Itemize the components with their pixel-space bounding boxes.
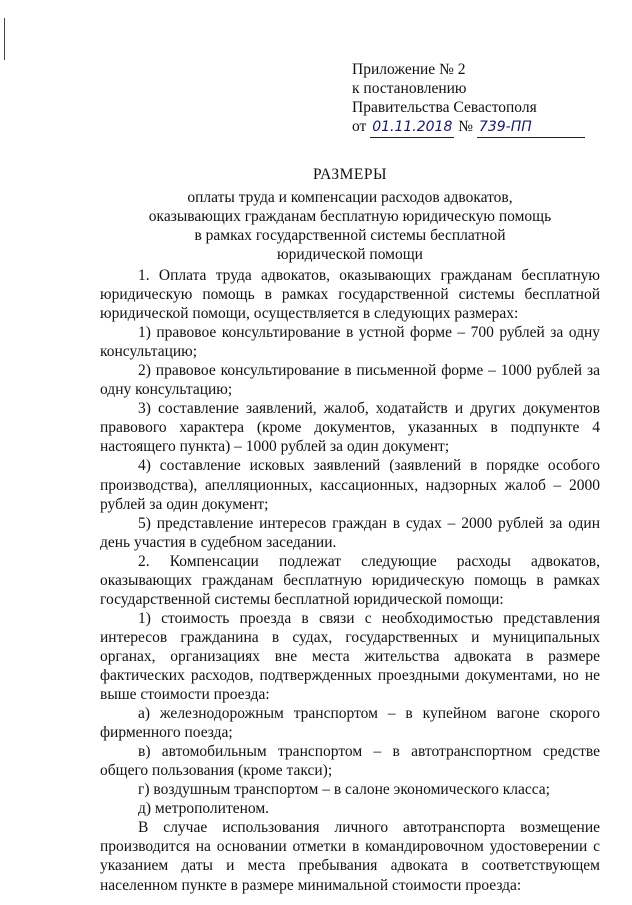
date-prefix: от	[352, 118, 367, 135]
paragraph-2-1-v: в) автомобильным транспортом – в автотранспортном средстве общего пользования (кроме такси);	[100, 743, 600, 780]
title-line-4: юридической помощи	[277, 246, 423, 263]
appendix-header	[352, 60, 585, 138]
paragraph-1: 1. Оплата труда адвокатов, оказывающих гражданам бесплатную юридическую помощь в рамках государственной системы бесплатной юридической помощи, осуществляется в следующих размерах:	[100, 267, 600, 323]
paragraph-2-1: 1) стоимость проезда в связи с необходимостью представления интересов гражданина в судах, государственных и муниципальных органах, организациях вне места жительства адвоката в размере фактических расходов, подтвержденных проездными документами, но не выше стоимости проезда:	[100, 609, 600, 704]
paragraph-personal-transport: В случае использования личного автотранспорта возмещение производится на основании отметки в командировочном удостоверении с указанием даты и места пребывания адвоката в соответствующем населенном пункте в размере минимальной стоимости проезда:	[100, 819, 600, 894]
paragraph-1-4: 4) составление исковых заявлений (заявлений в порядке особого производства), апелляционных, кассационных, надзорных жалоб – 2000 рублей за один документ;	[100, 457, 600, 513]
handwritten-number: 739-ПП	[477, 118, 585, 138]
number-prefix: №	[458, 118, 474, 135]
scan-edge-mark	[4, 18, 5, 60]
paragraph-1-2: 2) правовое консультирование в письменной форме – 1000 рублей за одну консультацию;	[100, 362, 600, 399]
document-body	[100, 266, 600, 895]
paragraph-2-1-a: а) железнодорожным транспортом – в купейном вагоне скорого фирменного поезда;	[100, 705, 600, 742]
paragraph-1-3: 3) составление заявлений, жалоб, ходатайств и других документов правового характера (кроме документов, указанных в подпункте 4 настоящего пункта) – 1000 рублей за один документ;	[100, 400, 600, 456]
paragraph-2-1-g: г) воздушным транспортом – в салоне экономического класса;	[138, 781, 550, 799]
title-line-2: оказывающих гражданам бесплатную юридическую помощь	[148, 208, 552, 225]
paragraph-2: 2. Компенсации подлежат следующие расходы адвокатов, оказывающих гражданам бесплатную юридическую помощь в рамках государственной системы бесплатной юридической помощи:	[100, 552, 600, 608]
document-title	[100, 165, 600, 264]
appendix-authority: Правительства Севастополя	[352, 99, 537, 116]
handwritten-date: 01.11.2018	[370, 118, 454, 138]
title-line-3: в рамках государственной системы бесплатной	[194, 227, 506, 244]
appendix-number: Приложение № 2	[352, 61, 466, 78]
paragraph-1-1: 1) правовое консультирование в устной форме – 700 рублей за одну консультацию;	[100, 324, 600, 361]
appendix-date-row	[352, 117, 585, 138]
appendix-to-resolution: к постановлению	[352, 80, 467, 97]
title-line-1: оплаты труда и компенсации расходов адвокатов,	[187, 189, 513, 206]
paragraph-1-5: 5) представление интересов граждан в судах – 2000 рублей за один день участия в судебном заседании.	[100, 514, 600, 551]
paragraph-2-1-d: д) метрополитеном.	[138, 800, 270, 818]
title-main: РАЗМЕРЫ	[312, 166, 388, 183]
